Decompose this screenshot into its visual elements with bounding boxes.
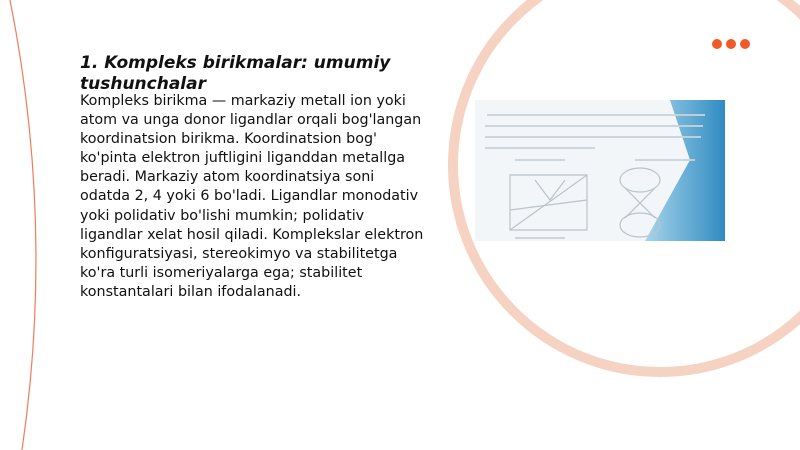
menu-dots-icon[interactable] <box>712 39 750 49</box>
figure-image <box>475 100 725 241</box>
left-edge-arc <box>10 0 36 450</box>
slide-body: Kompleks birikma — markaziy metall ion yoki atom va unga donor ligandlar orqali bog'langan koordinatsion birikma. Koordinatsion bog' ko'pinta elektron juftligini liganddan metallga beradi. Markaziy atom koordinatsiya soni odatda 2, 4 yoki 6 bo'ladi. Ligandlar monodativ yoki polidativ bo'lishi mumkin; polidativ ligandlar xelat hosil qiladi. Komplekslar elektron konfiguratsiyasi, stereokimyo va stabilitetga ko'ra turli isomeriyalarga ega; stabilitet konstantalari bilan ifodalanadi. <box>80 93 424 300</box>
slide-title: 1. Kompleks birikmalar: umumiy tushunchalar <box>80 53 391 94</box>
dot-icon <box>712 39 722 49</box>
dot-icon <box>726 39 736 49</box>
dot-icon <box>740 39 750 49</box>
complex-structure-figure <box>475 100 725 241</box>
